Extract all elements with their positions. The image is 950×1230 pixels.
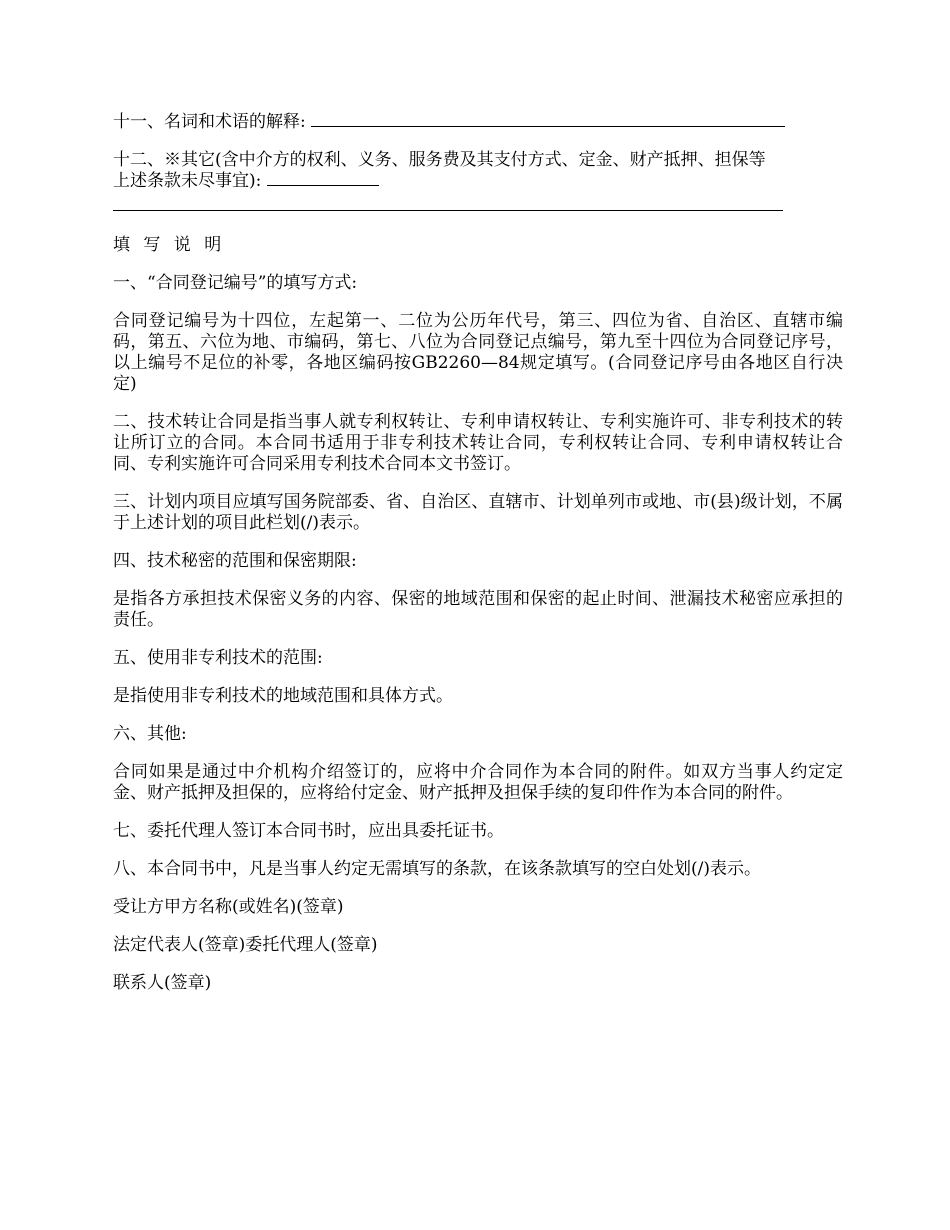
instruction-1-heading: 一、“合同登记编号”的填写方式: <box>113 273 358 293</box>
item-11-blank-line <box>311 112 785 127</box>
signature-contact: 联系人(签章) <box>113 973 212 993</box>
instruction-2: 二、技术转让合同是指当事人就专利权转让、专利申请权转让、专利实施许可、非专利技术的转让所订立的合同。本合同书适用于非专利技术转让合同，专利权转让合同、专利申请权转让合同、专利实施许可合同采用专利技术合同本文书签订。 <box>113 412 843 474</box>
item-12-line-2: 上述条款未尽事宜): <box>113 171 262 191</box>
item-12-paragraph <box>113 150 843 192</box>
instruction-8: 八、本合同书中，凡是当事人约定无需填写的条款，在该条款填写的空白处划(/)表示。 <box>113 859 761 879</box>
item-12-line-1: 十二、※其它(含中介方的权利、义务、服务费及其支付方式、定金、财产抵押、担保等 <box>113 150 766 170</box>
instruction-4-body: 是指各方承担技术保密义务的内容、保密的地域范围和保密的起止时间、泄漏技术秘密应承担的责任。 <box>113 589 843 630</box>
instruction-5-heading: 五、使用非专利技术的范围: <box>113 648 323 668</box>
signature-transferee: 受让方甲方名称(或姓名)(签章) <box>113 897 344 917</box>
document-page <box>113 112 843 1011</box>
item-12-blank-line <box>267 171 379 186</box>
instructions-title: 填 写 说 明 <box>113 235 226 255</box>
instruction-7: 七、委托代理人签订本合同书时，应出具委托证书。 <box>113 821 504 841</box>
section-divider <box>113 210 783 211</box>
instruction-5-body: 是指使用非专利技术的地域范围和具体方式。 <box>113 686 453 706</box>
instruction-3: 三、计划内项目应填写国务院部委、省、自治区、直辖市、计划单列市或地、市(县)级计划，不属于上述计划的项目此栏划(/)表示。 <box>113 492 843 533</box>
item-11-paragraph <box>113 112 843 133</box>
signature-legal-representative: 法定代表人(签章)委托代理人(签章) <box>113 935 378 955</box>
instruction-6-heading: 六、其他: <box>113 724 187 744</box>
instruction-4-heading: 四、技术秘密的范围和保密期限: <box>113 551 357 571</box>
item-11-label: 十一、名词和术语的解释: <box>113 112 306 132</box>
instruction-1-body: 合同登记编号为十四位，左起第一、二位为公历年代号，第三、四位为省、自治区、直辖市编码，第五、六位为地、市编码，第七、八位为合同登记点编号，第九至十四位为合同登记序号，以上编号不足位的补零，各地区编码按GB2260—84规定填写。(合同登记序号由各地区自行决定) <box>113 311 843 394</box>
instruction-6-body: 合同如果是通过中介机构介绍签订的，应将中介合同作为本合同的附件。如双方当事人约定定金、财产抵押及担保的，应将给付定金、财产抵押及担保手续的复印件作为本合同的附件。 <box>113 762 843 803</box>
